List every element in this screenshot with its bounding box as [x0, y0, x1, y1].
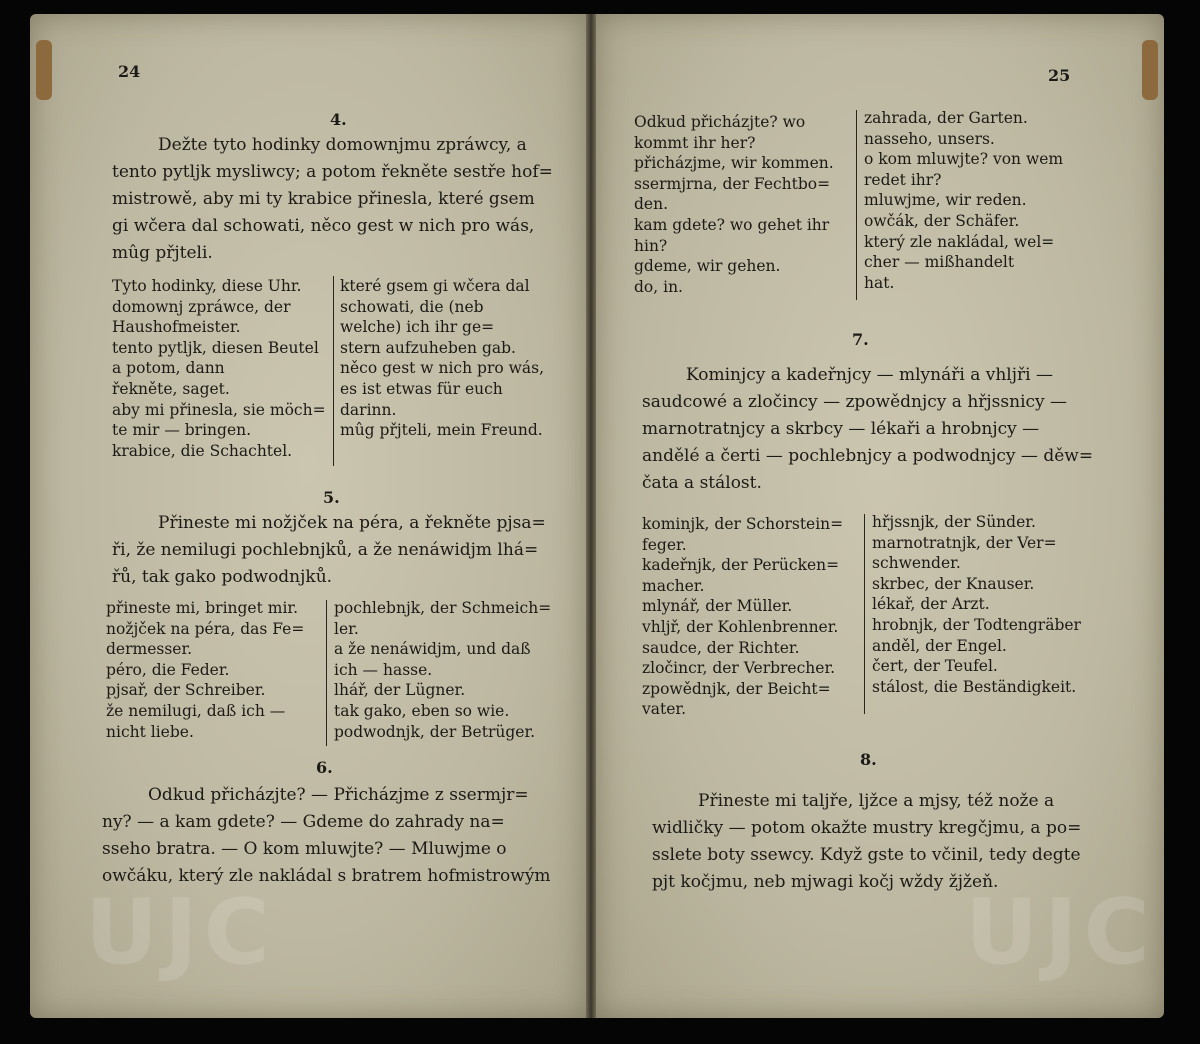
- section-number: 4.: [330, 110, 347, 129]
- column-divider: [864, 514, 865, 714]
- section-number: 5.: [323, 488, 340, 507]
- section-5-paragraph: Přineste mi nožjček na péra, a řekněte pjsa= ři, že nemilugi pochlebnjků, a že nenáwidjm lhá= řů, tak gako podwodnjků.: [112, 513, 546, 587]
- watermark-left: UJC: [85, 880, 276, 985]
- section-4-paragraph: Dežte tyto hodinky domownjmu zpráwcy, a tento pytljk mysliwcy; a potom řekněte sestře hof= mistrowě, aby mi ty krabice přinesla, které gsem gi wčera dal schowati, něco gest w nich pro wás, mûg přjteli.: [112, 135, 553, 263]
- section-7-gloss-col2: hřjssnjk, der Sünder. marnotratnjk, der Ver= schwender. skrbec, der Knauser. lékař, der Arzt. hrobnjk, der Todtengräber anděl, der Engel. čert, der Teufel. stálost, die Beständigkeit.: [872, 513, 1081, 696]
- column-divider: [856, 110, 857, 300]
- section-7-gloss-col1: kominjk, der Schorstein= feger. kadeřnjk, der Perücken= macher. mlynář, der Müller. vhljř, der Kohlenbrenner. saudce, der Richter. zločincr, der Verbrecher. zpowědnjk, der Beicht= vater.: [642, 515, 844, 719]
- section-8-paragraph: Přineste mi talјře, ljžce a mjsy, též nože a widličky — potom okažte mustry kregčjmu, a po= sslete boty ssewcy. Když gste to včinil, tedy degte pjt kočjmu, neb mjwagi kočj wždy žjžeň.: [652, 791, 1082, 892]
- page-number: 24: [118, 62, 141, 81]
- column-divider: [333, 276, 334, 466]
- section-7-paragraph: Kominjcy a kadeřnjcy — mlynáři a vhljři — saudcowé a zločincy — zpowědnjcy a hřjssnicy — marnotratnjcy a skrbcy — lékaři a hrobnjcy — andělé a čerti — pochlebnjcy a podwodnjcy — děw= čata a stálost.: [642, 365, 1094, 493]
- continued-gloss-col2: zahrada, der Garten. nasseho, unsers. o kom mluwjte? von wem redet ihr? mluwjme, wir reden. owčák, der Schäfer. který zle nakládal, wel= cher — mißhandelt hat.: [864, 109, 1064, 292]
- section-5-gloss-col2: pochlebnjk, der Schmeich= ler. a že nenáwidjm, und daß ich — hasse. lhář, der Lügner. tak gako, eben so wie. podwodnjk, der Betrüger.: [334, 599, 552, 741]
- section-6-paragraph: Odkud přicházjte? — Přicházjme z ssermjr= ny? — a kam gdete? — Gdeme do zahrady na= sseho bratra. — O kom mluwjte? — Mluwjme o owčáku, který zle nakládal s bratrem hofmistrowým: [102, 785, 551, 886]
- section-5-gloss-col1: přineste mi, bringet mir. nožjček na péra, das Fe= dermesser. péro, die Feder. pjsař, der Schreiber. že nemilugi, daß ich — nicht liebe.: [106, 599, 305, 741]
- section-4-gloss-col1: Tyto hodinky, diese Uhr. domownj zpráwce, der Haushofmeister. tento pytljk, diesen Beutel a potom, dann řekněte, saget. aby mi přinesla, sie möch= te mir — bringen. krabice, die Schachtel.: [112, 277, 326, 460]
- right-page-clip: [1142, 40, 1158, 100]
- section-number: 6.: [316, 758, 333, 777]
- section-4-gloss-col2: které gsem gi wčera dal schowati, die (neb welche) ich ihr ge= stern aufzuheben gab. něco gest w nich pro wás, es ist etwas für euch darinn. mûg přjteli, mein Freund.: [340, 277, 545, 440]
- left-page-clip: [36, 40, 52, 100]
- column-divider: [326, 600, 327, 746]
- watermark-right: UJC: [965, 880, 1156, 985]
- book-gutter: [586, 14, 596, 1018]
- continued-gloss-col1: Odkud přicházjte? wo kommt ihr her? přicházjme, wir kommen. ssermjrna, der Fechtbo= den. kam gdete? wo gehet ihr hin? gdeme, wir gehen. do, in.: [634, 113, 834, 296]
- page-number: 25: [1048, 66, 1071, 85]
- section-number: 7.: [852, 330, 869, 349]
- section-number: 8.: [860, 750, 877, 769]
